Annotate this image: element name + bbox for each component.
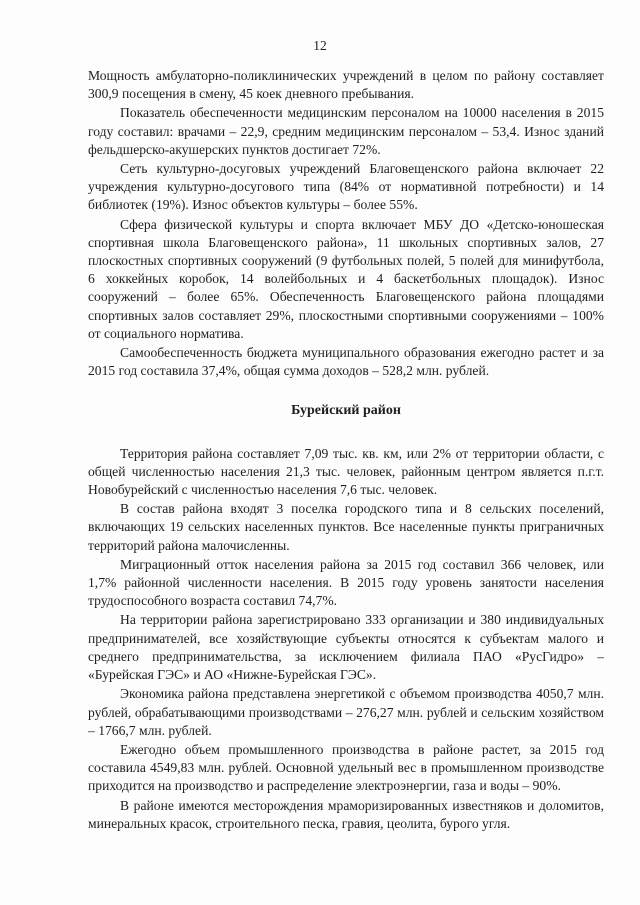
paragraph-economy: Экономика района представлена энергетикой с объемом производства 4050,7 млн. рублей, обрабатывающими производствами – 276,27 млн. рублей и сельским хозяйством – 1766,7 млн. рублей. bbox=[88, 686, 604, 738]
paragraph-medical-staff: Показатель обеспеченности медицинским персоналом на 10000 населения в 2015 году составил: врачами – 22,9, средним медицинским персоналом – 53,4. Износ зданий фельдшерско-акушерских пунктов достигает 72%. bbox=[88, 105, 604, 157]
paragraph-organizations: На территории района зарегистрировано 333 организации и 380 индивидуальных предпринимателей, все хозяйствующие субъекты относятся к субъектам малого и среднего предпринимательства, за исключением филиала ПАО «РусГидро» – «Бурейская ГЭС» и АО «Нижне-Бурейская ГЭС». bbox=[88, 612, 604, 683]
page-number: 12 bbox=[313, 38, 327, 53]
paragraph-budget: Самообеспеченность бюджета муниципального образования ежегодно растет и за 2015 год составила 37,4%, общая сумма доходов – 528,2 млн. рублей. bbox=[88, 345, 604, 379]
paragraph-ambulatory-capacity: Мощность амбулаторно-поликлинических учреждений в целом по району составляет 300,9 посещения в смену, 45 коек дневного пребывания. bbox=[88, 68, 604, 102]
paragraph-migration: Миграционный отток населения района за 2015 год составил 366 человек, или 1,7% районной численности населения. В 2015 году уровень занятости населения трудоспособного возраста составил 74,7%. bbox=[88, 556, 604, 609]
document-body bbox=[88, 67, 604, 834]
paragraph-deposits: В районе имеются месторождения мраморизированных известняков и доломитов, минеральных красок, строительного песка, гравия, цеолита, бурого угля. bbox=[88, 797, 604, 831]
paragraph-cultural-network: Сеть культурно-досуговых учреждений Благовещенского района включает 22 учреждения культурно-досугового типа (84% от нормативной потребности) и 14 библиотек (19%). Износ объектов культуры – более 55%. bbox=[88, 161, 604, 213]
paragraph-settlements: В состав района входят 3 поселка городского типа и 8 сельских поселений, включающих 19 сельских населенных пунктов. Все населенные пункты приграничных территорий района малочисленны. bbox=[88, 501, 604, 553]
paragraph-industrial-production: Ежегодно объем промышленного производства в районе растет, за 2015 год составила 4549,83 млн. рублей. Основной удельный вес в промышленном производстве приходится на производство и распределение электроэнергии, газа и воды – 90%. bbox=[88, 741, 604, 794]
paragraph-territory: Территория района составляет 7,09 тыс. кв. км, или 2% от территории области, с общей численностью населения 21,3 тыс. человек, районным центром является п.г.т. Новобурейский с численностью населения 7,6 тыс. человек. bbox=[88, 445, 604, 498]
section-title: Бурейский район bbox=[291, 403, 401, 419]
paragraph-sports: Сфера физической культуры и спорта включает МБУ ДО «Детско-юношеская спортивная школа Благовещенского района», 11 школьных спортивных залов, 27 плоскостных спортивных сооружений (9 футбольных полей, 5 полей для минифутбола, 6 хоккейных коробок, 14 волейбольных и 4 баскетбольных площадок). Износ сооружений – более 65%. Обеспеченность Благовещенского района площадями спортивных залов составляет 29%, плоскостными спортивными сооружениями – 100% от социального норматива. bbox=[88, 216, 604, 341]
